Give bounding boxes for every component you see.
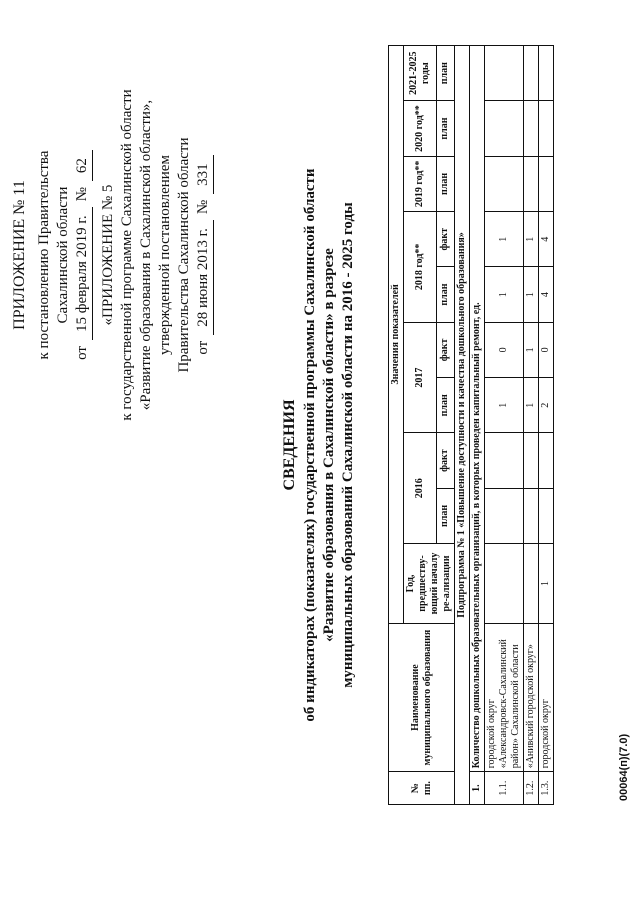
cell-prev [485, 544, 524, 624]
cell-plan-2020 [539, 101, 554, 156]
cell-plan-2016 [539, 488, 554, 543]
col-name-header: Наименование муниципального образования [389, 623, 455, 771]
cell-prev: 1 [539, 544, 554, 624]
inner-number-sign: № [195, 199, 211, 215]
cell-fact-2016 [524, 433, 539, 488]
fact-2017: факт [436, 322, 454, 377]
cell-fact-2017: 1 [524, 322, 539, 377]
fact-2016: факт [436, 433, 454, 488]
header-row-1 [389, 46, 404, 805]
cell-fact-2018: 4 [539, 212, 554, 267]
cell-plan-2019 [485, 156, 524, 211]
col-2017-header: 2017 [404, 322, 437, 433]
document-heading [280, 125, 358, 765]
cell-plan-2021 [539, 46, 554, 101]
cell-fact-2017: 0 [485, 322, 524, 377]
plan-2021: план [436, 46, 454, 101]
plan-2016: план [436, 488, 454, 543]
plan-2017: план [436, 378, 454, 433]
indicator-row [470, 46, 485, 805]
col-prev-year-header: Год, предшеству-ющий началу ре-ализации [404, 544, 455, 624]
inner-line2: «Развитие образования в Сахалинской области», [138, 99, 154, 411]
row-num: 1.2. [524, 772, 539, 805]
row-name: городской округ «Александровск-Сахалинский район» Сахалинской области [485, 623, 524, 771]
heading-line2: об индикаторах (показателях) государственной программы Сахалинской области [302, 168, 318, 722]
inner-title: «ПРИЛОЖЕНИЕ № 5 [100, 184, 116, 326]
inner-from-label: от [195, 340, 211, 355]
cell-plan-2016 [485, 488, 524, 543]
values-header: Значения показателей [389, 46, 404, 624]
plan-2020: план [436, 101, 454, 156]
col-2018-header: 2018 год** [404, 212, 437, 323]
heading-line3: «Развитие образования в Сахалинской области» в разрезе [321, 248, 337, 642]
cell-plan-2020 [524, 101, 539, 156]
inner-number: 331 [194, 155, 214, 194]
appendix-number: 62 [73, 150, 93, 181]
inner-line1: к государственной программе Сахалинской области [119, 89, 135, 421]
cell-prev [524, 544, 539, 624]
subprogram-row [455, 46, 470, 805]
col-2019-header: 2019 год** [404, 156, 437, 211]
plan-2018: план [436, 267, 454, 322]
row-num: 1.1. [485, 772, 524, 805]
indicator-number: 1. [470, 772, 485, 805]
cell-plan-2017: 2 [539, 378, 554, 433]
plan-2019: план [436, 156, 454, 211]
cell-plan-2021 [485, 46, 524, 101]
inner-line4: Правительства Сахалинской области [176, 137, 192, 373]
inner-date-row [194, 45, 214, 465]
cell-fact-2018: 1 [524, 212, 539, 267]
heading-title: СВЕДЕНИЯ [281, 399, 298, 491]
cell-plan-2018: 1 [524, 267, 539, 322]
appendix-date-row [73, 45, 93, 465]
cell-plan-2019 [539, 156, 554, 211]
appendix-title: ПРИЛОЖЕНИЕ № 11 [11, 180, 28, 330]
row-num: 1.3. [539, 772, 554, 805]
document-code: 00064(п)(7.0) [618, 733, 630, 801]
cell-fact-2016 [539, 433, 554, 488]
inner-line3: утвержденной постановлением [157, 155, 173, 355]
table-row [524, 46, 539, 805]
cell-plan-2019 [524, 156, 539, 211]
appendix-block [10, 45, 214, 465]
number-sign: № [74, 187, 90, 202]
inner-date: 28 июня 2013 г. [194, 220, 214, 335]
appendix-line2: Сахалинской области [55, 186, 71, 324]
cell-plan-2017: 1 [485, 378, 524, 433]
cell-plan-2017: 1 [524, 378, 539, 433]
cell-fact-2017: 0 [539, 322, 554, 377]
cell-plan-2020 [485, 101, 524, 156]
cell-plan-2021 [524, 46, 539, 101]
appendix-line1: к постановлению Правительства [36, 150, 52, 360]
col-num-header: № пп. [389, 772, 455, 805]
cell-plan-2018: 4 [539, 267, 554, 322]
indicator-title: Количество дошкольных образовательных организаций, в которых проведен капитальный ремонт, ед. [470, 46, 485, 772]
cell-plan-2018: 1 [485, 267, 524, 322]
indicators-table [388, 45, 554, 805]
heading-line4: муниципальных образований Сахалинской области на 2016 - 2025 годы [340, 202, 356, 688]
table-row [539, 46, 554, 805]
col-2016-header: 2016 [404, 433, 437, 544]
col-2020-header: 2020 год** [404, 101, 437, 156]
row-name: «Анивский городской округ» [524, 623, 539, 771]
appendix-date: 15 февраля 2019 г. [73, 207, 93, 340]
row-name: городской округ [539, 623, 554, 771]
cell-fact-2016 [485, 433, 524, 488]
col-2021-header: 2021-2025 годы [404, 46, 437, 101]
cell-fact-2018: 1 [485, 212, 524, 267]
table-row [485, 46, 524, 805]
from-label: от [74, 346, 90, 360]
subprogram-title: Подпрограмма № 1 «Повышение доступности и качества дошкольного образования» [455, 46, 470, 805]
cell-plan-2016 [524, 488, 539, 543]
fact-2018: факт [436, 212, 454, 267]
